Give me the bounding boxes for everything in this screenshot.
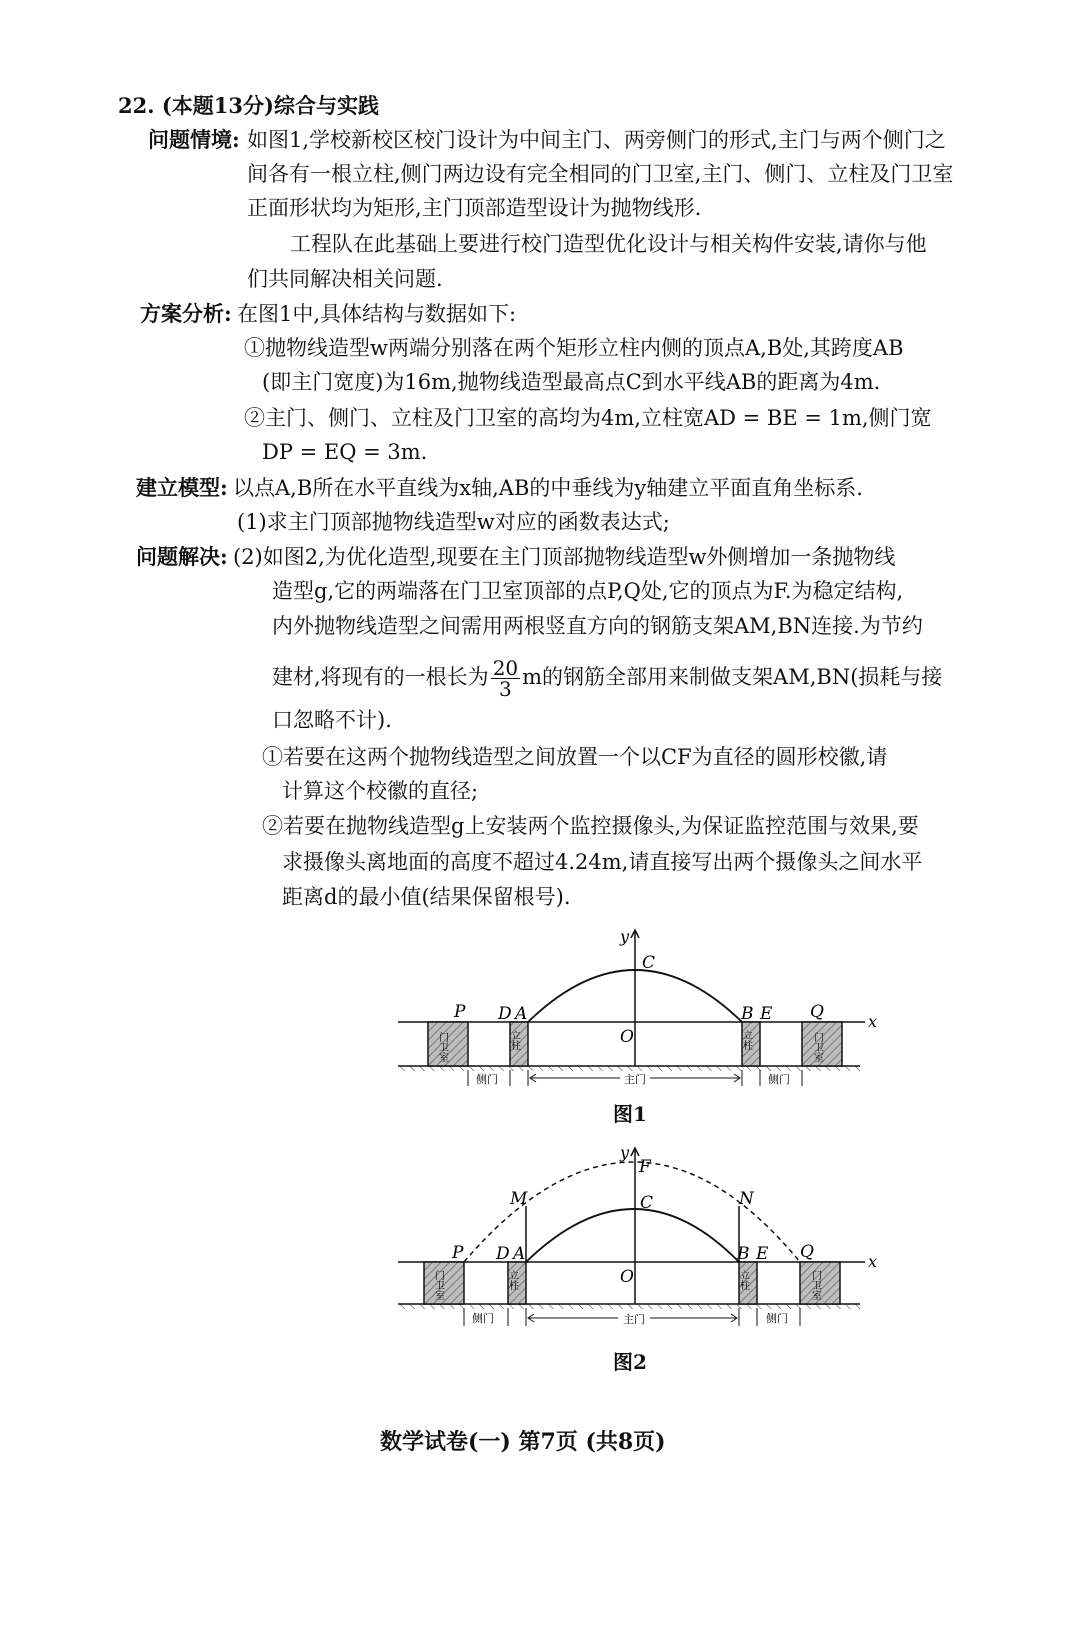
sub2-line-1: ②若要在抛物线造型g上安装两个监控摄像头,为保证监控范围与效果,要 xyxy=(262,814,919,838)
label-C: C xyxy=(640,1193,654,1213)
solve-frac-suffix: m的钢筋全部用来制做支架AM,BN(损耗与接 xyxy=(522,665,943,689)
situation-line-3: 正面形状均为矩形,主门顶部造型设计为抛物线形. xyxy=(247,196,702,220)
label-P: P xyxy=(452,1243,464,1263)
label-O: O xyxy=(620,1027,634,1047)
pillar-left-label: 立柱 xyxy=(508,1030,520,1050)
y-axis-label: y xyxy=(620,1143,630,1162)
fraction xyxy=(491,658,520,699)
analysis-label: 方案分析: xyxy=(140,301,232,326)
analysis-2-line-2: DP = EQ = 3m. xyxy=(262,440,428,464)
main-gate-label: 主门 xyxy=(624,1073,646,1086)
pillar-right-label: 立柱 xyxy=(740,1030,752,1050)
label-C: C xyxy=(642,953,656,973)
label-P: P xyxy=(454,1002,466,1022)
fraction-denominator: 3 xyxy=(499,677,512,701)
label-B: B xyxy=(737,1244,750,1264)
model-label: 建立模型: xyxy=(136,475,228,500)
sub2-line-3: 距离d的最小值(结果保留根号). xyxy=(282,885,571,909)
situation-label: 问题情境: xyxy=(148,127,240,152)
analysis-1-line-2: (即主门宽度)为16m,抛物线造型最高点C到水平线AB的距离为4m. xyxy=(262,370,881,394)
situation-line-2: 间各有一根立柱,侧门两边设有完全相同的门卫室,主门、侧门、立柱及门卫室 xyxy=(247,162,954,186)
label-D: D xyxy=(496,1244,510,1264)
pillar-left-label: 立柱 xyxy=(506,1270,518,1290)
guard-room-right-label: 门卫室 xyxy=(809,1270,821,1300)
main-gate-label: 主门 xyxy=(623,1313,645,1326)
label-E: E xyxy=(756,1244,769,1264)
fraction-numerator: 20 xyxy=(492,656,519,680)
guard-room-right-label: 门卫室 xyxy=(811,1032,823,1062)
y-axis-label: y xyxy=(620,927,630,946)
label-B: B xyxy=(741,1004,754,1024)
label-A: A xyxy=(515,1004,528,1024)
figure-1-caption: 图1 xyxy=(613,1102,647,1126)
guard-room-left xyxy=(428,1022,468,1066)
sub2-line-2: 求摄像头离地面的高度不超过4.24m,请直接写出两个摄像头之间水平 xyxy=(282,850,923,874)
page-footer: 数学试卷(一) 第7页 (共8页) xyxy=(380,1429,666,1455)
guard-room-left-label: 门卫室 xyxy=(432,1270,444,1300)
side-gate-right-label: 侧门 xyxy=(768,1073,790,1086)
situation-line-1: 如图1,学校新校区校门设计为中间主门、两旁侧门的形式,主门与两个侧门之 xyxy=(247,128,946,152)
label-Q: Q xyxy=(800,1242,814,1262)
solve-label: 问题解决: xyxy=(136,544,228,569)
solve-line-5: 口忽略不计). xyxy=(272,708,392,732)
x-axis-label: x xyxy=(868,1252,878,1271)
side-gate-left-label: 侧门 xyxy=(472,1312,494,1325)
x-axis-label: x xyxy=(868,1012,878,1031)
situation-line-5: 们共同解决相关问题. xyxy=(247,267,443,291)
side-gate-left-label: 侧门 xyxy=(476,1073,498,1086)
solve-line-3: 内外抛物线造型之间需用两根竖直方向的钢筋支架AM,BN连接.为节约 xyxy=(272,614,923,638)
situation-line-4: 工程队在此基础上要进行校门造型优化设计与相关构件安装,请你与他 xyxy=(290,232,927,256)
analysis-intro: 在图1中,具体结构与数据如下: xyxy=(237,302,517,326)
sub1-line-1: ①若要在这两个抛物线造型之间放置一个以CF为直径的圆形校徽,请 xyxy=(262,745,888,769)
solve-line-2: 造型g,它的两端落在门卫室顶部的点P,Q处,它的顶点为F.为稳定结构, xyxy=(272,579,904,603)
guard-room-left xyxy=(424,1262,464,1304)
model-question-1: (1)求主门顶部抛物线造型w对应的函数表达式; xyxy=(237,510,670,534)
solve-line-4 xyxy=(272,658,942,699)
sub1-line-2: 计算这个校徽的直径; xyxy=(282,779,479,803)
label-N: N xyxy=(739,1189,754,1209)
analysis-1-line-1: ①抛物线造型w两端分别落在两个矩形立柱内侧的顶点A,B处,其跨度AB xyxy=(244,336,904,360)
solve-frac-prefix: 建材,将现有的一根长为 xyxy=(272,665,489,689)
parabola-w xyxy=(526,1209,739,1262)
question-header: 22. (本题13分)综合与实践 xyxy=(118,93,379,118)
label-O: O xyxy=(620,1267,634,1287)
figure-1 xyxy=(380,918,900,1108)
analysis-2-line-1: ②主门、侧门、立柱及门卫室的高均为4m,立柱宽AD = BE = 1m,侧门宽 xyxy=(244,406,932,430)
figure-2 xyxy=(380,1136,900,1336)
solve-line-1: (2)如图2,为优化造型,现要在主门顶部抛物线造型w外侧增加一条抛物线 xyxy=(233,545,896,569)
label-Q: Q xyxy=(810,1002,824,1022)
label-A: A xyxy=(513,1244,526,1264)
label-E: E xyxy=(760,1004,773,1024)
guard-room-left-label: 门卫室 xyxy=(436,1032,448,1062)
label-M: M xyxy=(510,1189,528,1209)
model-text: 以点A,B所在水平直线为x轴,AB的中垂线为y轴建立平面直角坐标系. xyxy=(233,476,863,500)
side-gate-right-label: 侧门 xyxy=(766,1312,788,1325)
figure-2-caption: 图2 xyxy=(613,1350,647,1374)
pillar-right-label: 立柱 xyxy=(737,1270,749,1290)
label-F: F xyxy=(639,1157,651,1177)
label-D: D xyxy=(498,1004,512,1024)
